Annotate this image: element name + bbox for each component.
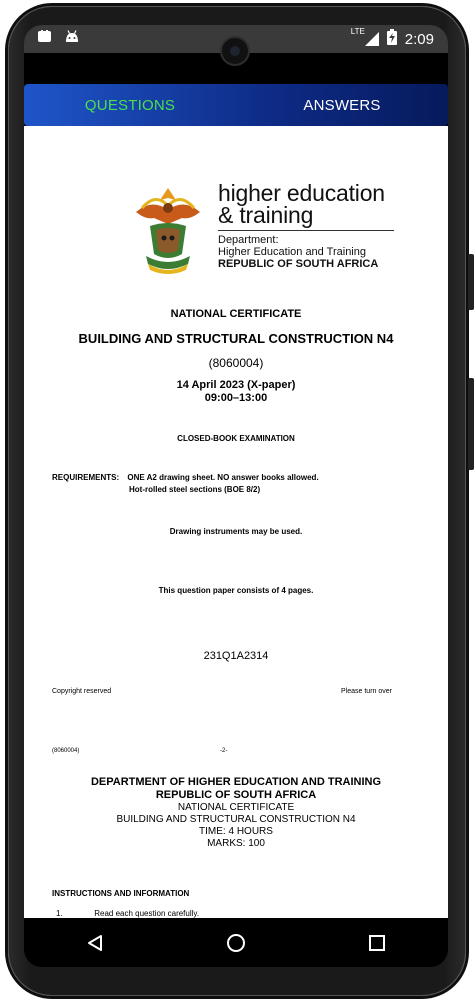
logo-divider <box>218 230 394 231</box>
tab-answers[interactable]: ANSWERS <box>303 96 381 114</box>
paper-id: 231Q1A2314 <box>203 650 269 662</box>
instruction-text: Read each question carefully. <box>94 909 200 918</box>
requirements <box>52 472 319 496</box>
logo-country: REPUBLIC OF SOUTH AFRICA <box>218 258 379 270</box>
logo-line-1: higher education <box>218 180 385 206</box>
page2-header-code: (8060004) <box>52 748 80 754</box>
page2-certificate: NATIONAL CERTIFICATE <box>177 802 295 813</box>
certificate-title: NATIONAL CERTIFICATE <box>170 308 302 320</box>
home-icon <box>226 933 246 953</box>
paper-code: (8060004) <box>208 356 264 370</box>
back-icon <box>86 934 104 952</box>
volume-button <box>468 254 474 310</box>
tab-questions[interactable]: QUESTIONS <box>84 96 176 114</box>
page2-number: -2- <box>220 748 228 754</box>
logo-dept-label: Department: <box>218 234 279 246</box>
recents-button[interactable] <box>357 923 397 963</box>
front-camera <box>222 38 248 64</box>
power-button <box>468 378 474 470</box>
home-button[interactable] <box>216 923 256 963</box>
navigation-bar <box>24 918 448 967</box>
page2-time: TIME: 4 HOURS <box>199 826 273 837</box>
tab-bar <box>24 84 448 126</box>
exam-type: CLOSED-BOOK EXAMINATION <box>177 434 295 443</box>
screen <box>24 25 448 967</box>
page2-marks: MARKS: 100 <box>207 838 265 849</box>
copyright-text: Copyright reserved <box>52 688 112 695</box>
back-button[interactable] <box>75 923 115 963</box>
requirements-label: REQUIREMENTS: <box>52 473 120 482</box>
instruction-item <box>56 909 199 918</box>
page2-subject: BUILDING AND STRUCTURAL CONSTRUCTION N4 <box>116 814 356 825</box>
clock: 2:09 <box>404 30 434 48</box>
recents-icon <box>368 934 386 952</box>
page2-country: REPUBLIC OF SOUTH AFRICA <box>155 789 317 801</box>
notification-icon <box>38 30 51 48</box>
exam-date: 14 April 2023 (X-paper) <box>176 379 296 391</box>
logo-line-2: & training <box>218 202 314 228</box>
pdf-document-view[interactable] <box>24 126 448 918</box>
dhet-logo <box>132 182 402 282</box>
page2-dept: DEPARTMENT OF HIGHER EDUCATION AND TRAINING <box>90 776 382 788</box>
battery-icon <box>387 29 397 50</box>
instruction-number: 1. <box>56 909 63 918</box>
network-label: LTE <box>350 27 365 36</box>
instruments-note: Drawing instruments may be used. <box>169 527 303 536</box>
instructions-title: INSTRUCTIONS AND INFORMATION <box>52 889 190 898</box>
signal-icon <box>350 27 379 46</box>
android-icon <box>65 30 79 48</box>
requirements-line-1: ONE A2 drawing sheet. NO answer books allowed. <box>127 473 319 482</box>
logo-dept-name: Higher Education and Training <box>218 246 366 258</box>
pages-note: This question paper consists of 4 pages. <box>158 586 314 595</box>
turn-over-text: Please turn over <box>341 688 392 695</box>
subject-title: BUILDING AND STRUCTURAL CONSTRUCTION N4 <box>78 331 394 346</box>
requirements-line-2: Hot-rolled steel sections (BOE 8/2) <box>129 485 261 494</box>
coat-of-arms-icon <box>132 184 204 280</box>
exam-time: 09:00–13:00 <box>204 392 268 404</box>
